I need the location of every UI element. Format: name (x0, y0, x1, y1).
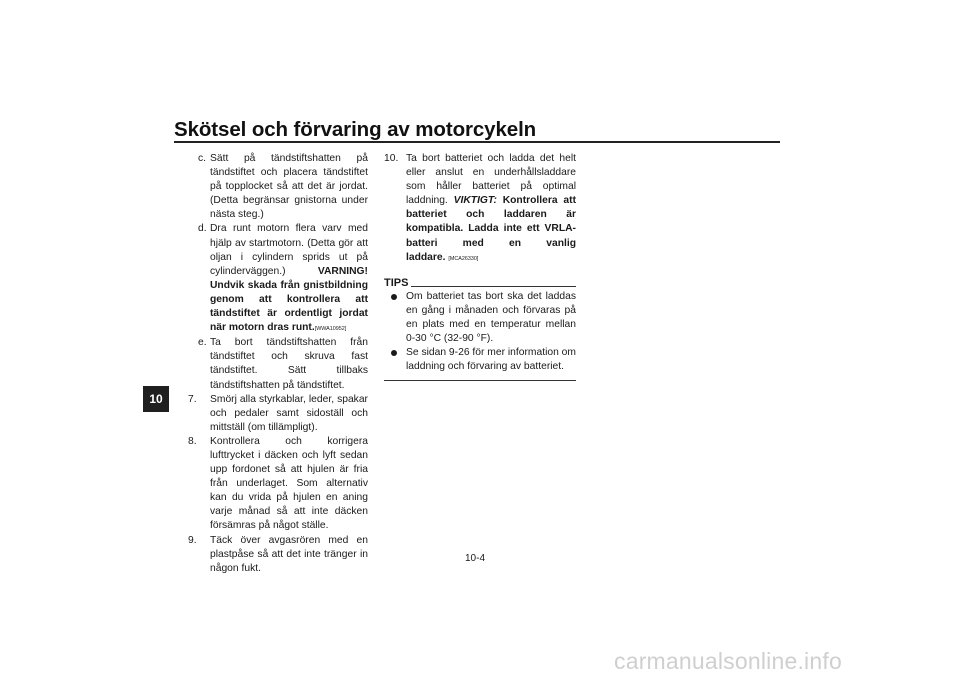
bullet-icon (391, 350, 397, 356)
step-text: Smörj alla styrkablar, leder, spakar och pedaler samt sidoställ och mittställ (om tillämpligt). (210, 393, 368, 433)
sub-item-d (188, 222, 368, 336)
step-marker: 10. (384, 153, 399, 164)
warning-text: VARNING! Undvik skada från gnistbildning genom att kontrollera att tändstiftet är ordentligt jordat när motorn dras runt. (210, 265, 368, 334)
sub-item-marker: c. (198, 153, 207, 164)
step-text: Ta bort batteriet och ladda det helt eller anslut en underhållsladdare som håller batteriet på optimal laddning. (406, 153, 576, 207)
sub-item-marker: e. (198, 337, 207, 349)
warning-code: [WWA10952] (314, 326, 347, 333)
notice-code: [MCA26330] (448, 255, 479, 262)
sub-item-e (188, 336, 368, 392)
step-marker: 8. (188, 435, 197, 447)
left-column (188, 152, 368, 576)
page-number: 10-4 (465, 553, 486, 564)
sub-item-marker: d. (198, 223, 207, 235)
sub-item-text: Dra runt motorn flera varv med hjälp av startmotorn. (Detta gör att oljan i cylindern sprids ut på cylinderväggen.) (210, 223, 368, 277)
bullet-icon (391, 294, 397, 300)
tips-item (384, 346, 576, 374)
tips-header (384, 276, 576, 290)
tips-title: TIPS (384, 277, 411, 289)
header-rule (174, 141, 780, 143)
tips-item-text: Om batteriet tas bort ska det laddas en gång i månaden och förvaras på en plats med en temperatur mellan 0-30 °C (32-90 °F). (406, 290, 576, 345)
tips-item (384, 290, 576, 346)
step-8 (188, 435, 368, 534)
watermark: carmanualsonline.info (614, 648, 842, 674)
right-column (384, 152, 576, 381)
sub-item-text: Sätt på tändstiftshatten på tändstiftet och placera tändstiftet på topplocket så att det är jordat. (Detta begränsar gnistorna under nästa steg.) (210, 153, 368, 221)
sub-item-text: Ta bort tändstiftshatten från tändstiftet och skruva fast tändstiftet. Sätt tillbaks tändstiftshatten på tändstiftet. (210, 337, 368, 391)
step-marker: 9. (188, 534, 197, 546)
tips-item-text: Se sidan 9-26 för mer information om laddning och förvaring av batteriet. (406, 347, 576, 373)
notice-text: Kontrollera att batteriet och laddaren är kompatibla. Ladda inte ett VRLA-batteri med en vanlig laddare. (406, 195, 576, 263)
tips-top-rule (384, 286, 576, 287)
chapter-tab: 10 (143, 386, 169, 412)
tips-bottom-rule (384, 380, 576, 381)
step-7 (188, 393, 368, 435)
step-10 (384, 152, 576, 266)
page-title: Skötsel och förvaring av motorcykeln (174, 118, 537, 141)
step-9 (188, 534, 368, 576)
step-marker: 7. (188, 393, 197, 405)
sub-item-c (188, 152, 368, 222)
notice-label: VIKTIGT: (453, 195, 497, 207)
step-text: Täck över avgasrören med en plastpåse så att det inte tränger in någon fukt. (210, 534, 368, 574)
step-text: Kontrollera och korrigera lufttrycket i däcken och lyft sedan upp fordonet så att hjulen är fria från underlaget. Som alternativ kan du vrida på hjulen en aning varje månad så att inte däcken försämras på något ställe. (210, 435, 368, 532)
